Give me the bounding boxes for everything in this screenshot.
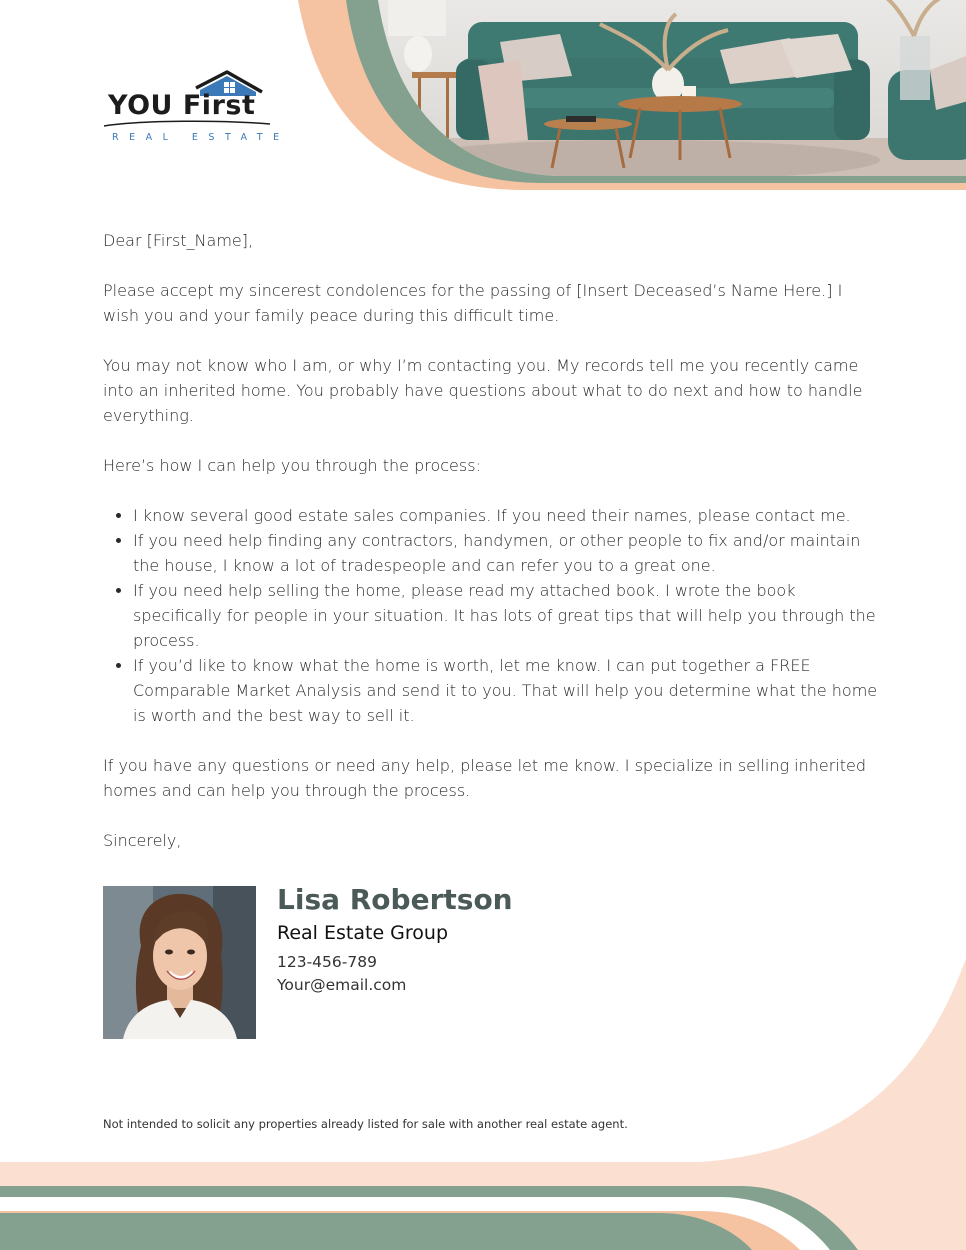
company-logo xyxy=(102,68,290,148)
logo-tagline: REAL ESTATE xyxy=(112,132,290,143)
closing: Sincerely, xyxy=(103,831,182,850)
paragraph-introduction: You may not know who I am, or why I’m contacting you. My records tell me you recently came into an inherited home. You probably have questions about what to do next and how to handle everything. xyxy=(103,356,863,425)
logo-wordmark: YOU First xyxy=(108,90,256,121)
help-list xyxy=(103,503,883,728)
list-item: • If you’d like to know what the home is worth, let me know. I can put together a FREE Comparable Market Analysis and send it to you. That will help you determine what the home is worth and the best way to sell it. xyxy=(133,653,883,728)
paragraph-closing-offer: If you have any questions or need any help, please let me know. I specialize in selling inherited homes and can help you through the process. xyxy=(103,756,867,800)
agent-phone: 123-456-789 xyxy=(277,953,377,971)
letter-body xyxy=(103,228,883,878)
footer-sage-band-bottom xyxy=(0,1213,752,1250)
paragraph-condolences: Please accept my sincerest condolences for the passing of [Insert Deceased’s Name Here.] I wish you and your family peace during this difficult time. xyxy=(103,281,843,325)
agent-email: Your@email.com xyxy=(277,976,407,994)
paragraph-help-intro: Here’s how I can help you through the process: xyxy=(103,456,481,475)
list-item: • If you need help selling the home, please read my attached book. I wrote the book specifically for people in your situation. It has lots of great tips that will help you through the process. xyxy=(133,578,883,653)
list-item: • I know several good estate sales companies. If you need their names, please contact me. xyxy=(133,503,883,528)
agent-portrait-photo xyxy=(103,886,256,1039)
disclaimer: Not intended to solicit any properties already listed for sale with another real estate agent. xyxy=(103,1117,628,1131)
greeting: Dear [First_Name], xyxy=(103,231,254,250)
agent-company: Real Estate Group xyxy=(277,922,449,944)
list-item: • If you need help finding any contractors, handymen, or other people to fix and/or maintain the house, I know a lot of tradespeople and can refer you to a great one. xyxy=(133,528,883,578)
agent-name: Lisa Robertson xyxy=(277,883,513,916)
